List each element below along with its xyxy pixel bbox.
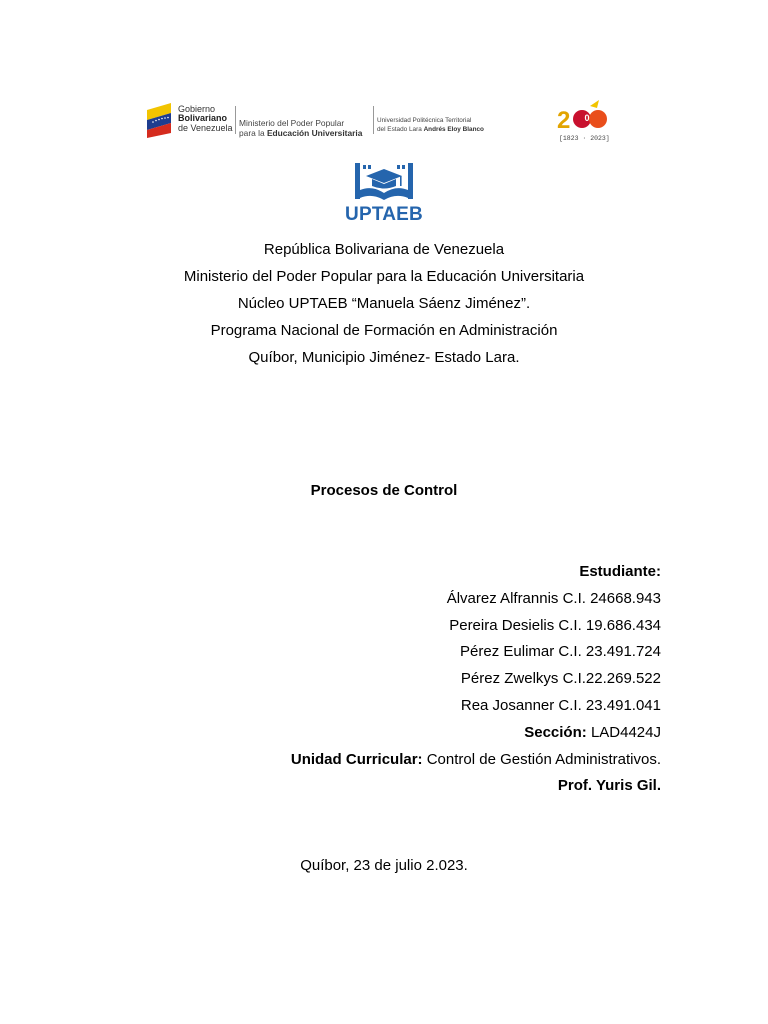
university-line-2-prefix: del Estado Lara	[377, 125, 422, 133]
banner-divider	[373, 106, 374, 134]
place-date-line: Quíbor, 23 de julio 2.023.	[300, 857, 468, 874]
header-line-location: Quíbor, Municipio Jiménez- Estado Lara.	[248, 349, 520, 366]
gov-line-3: de Venezuela	[178, 122, 233, 133]
course-label: Unidad Curricular:	[290, 750, 423, 768]
svg-text:0: 0	[584, 113, 590, 123]
venezuela-flag-icon	[145, 100, 175, 138]
section-label: Sección:	[524, 723, 587, 741]
header-line-program: Programa Nacional de Formación en Administración	[210, 322, 558, 339]
ministry-line-1: Ministerio del Poder Popular	[239, 118, 345, 128]
uptaeb-logo	[342, 160, 426, 228]
course-line	[291, 750, 661, 777]
header-line-nucleus: Núcleo UPTAEB “Manuela Sáenz Jiménez”.	[237, 295, 531, 312]
section-line	[291, 723, 661, 750]
banner-divider	[235, 106, 236, 134]
document-title: Procesos de Control	[310, 482, 458, 499]
section-value: LAD4424J	[590, 723, 661, 741]
institution-header	[0, 240, 768, 375]
students-label: Estudiante:	[579, 563, 661, 580]
university-line-1: Universidad Politécnica Territorial	[377, 117, 472, 124]
gov-line-1: Gobierno	[178, 103, 216, 114]
ministry-line-2-bold: Educación Universitaria	[266, 128, 363, 138]
course-value: Control de Gestión Administrativos.	[426, 750, 661, 768]
ministry-label	[239, 118, 362, 138]
student-entry: Pérez Eulimar C.I. 23.491.724	[460, 643, 661, 661]
student-entry: Pereira Desielis C.I. 19.686.434	[449, 616, 661, 634]
ministry-line-2-prefix: para la	[239, 128, 265, 138]
government-banner	[145, 100, 505, 140]
bicentennial-logo	[555, 100, 619, 142]
svg-text:2: 2	[557, 107, 571, 134]
header-line-republic: República Bolivariana de Venezuela	[263, 241, 505, 258]
professor-name: Prof. Yuris Gil.	[557, 777, 661, 795]
gobierno-bolivariano-logo	[145, 100, 233, 138]
author-info-block	[291, 562, 661, 803]
uptaeb-wordmark: UPTAEB	[345, 204, 423, 225]
university-label	[377, 117, 484, 134]
student-entry: Rea Josanner C.I. 23.491.041	[460, 696, 661, 714]
graduation-cap-book-icon	[342, 160, 426, 206]
header-line-ministry: Ministerio del Poder Popular para la Educación Universitaria	[183, 268, 585, 285]
bicentennial-years: [1823 · 2023]	[559, 135, 610, 142]
student-entry: Pérez Zwelkys C.I.22.269.522	[460, 670, 661, 688]
university-line-2-bold: Andrés Eloy Blanco	[423, 125, 484, 133]
student-entry: Álvarez Alfrannis C.I. 24668.943	[446, 589, 661, 607]
gov-line-2: Bolivariano	[178, 113, 228, 124]
